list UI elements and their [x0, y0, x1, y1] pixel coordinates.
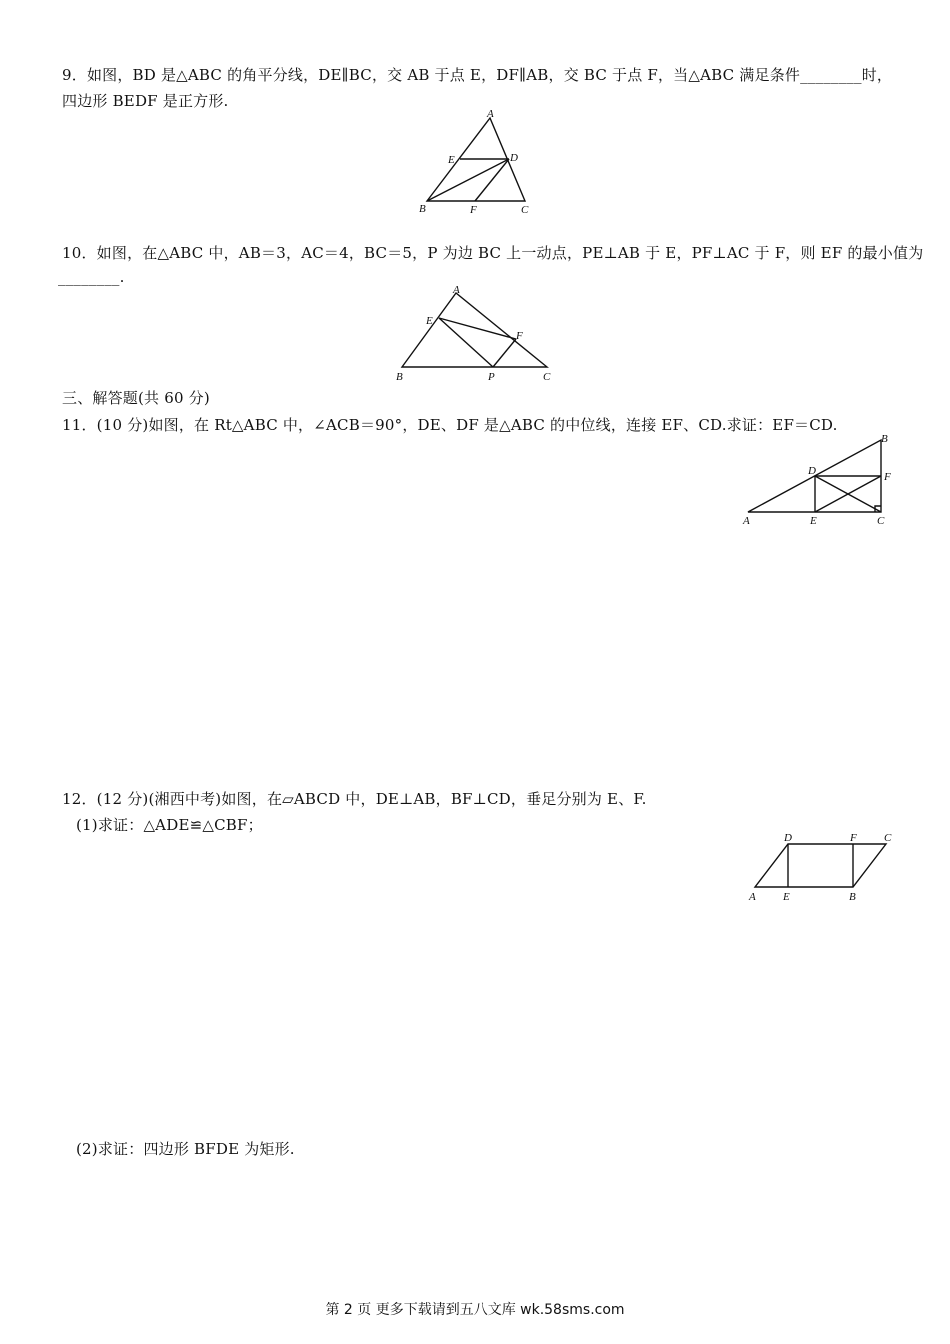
q12-part2: (2)求证：四边形 BFDE 为矩形. [76, 1140, 295, 1158]
label-c: C [543, 371, 551, 383]
label-b: B [849, 891, 856, 903]
label-b: B [396, 371, 403, 383]
q10-line2: ________. [58, 268, 125, 286]
q11-text: 11．(10 分)如图，在 Rt△ABC 中，∠ACB＝90°，DE、DF 是△ABC 的中位线，连接 EF、CD.求证：EF＝CD. [62, 416, 838, 434]
label-c: C [884, 832, 892, 844]
label-a: A [749, 891, 756, 903]
figure-q12 [745, 830, 900, 908]
label-c: C [877, 515, 885, 527]
q10-line1: 10．如图，在△ABC 中，AB＝3，AC＝4，BC＝5，P 为边 BC 上一动点，PE⊥AB 于 E，PF⊥AC 于 F，则 EF 的最小值为 [62, 244, 924, 262]
label-b: B [881, 433, 888, 445]
parallelogram-abcd [755, 844, 886, 887]
triangle-abc [402, 293, 547, 367]
figure-q9 [415, 108, 540, 218]
q12-part1: (1)求证：△ADE≌△CBF； [76, 816, 263, 834]
q9-line2: 四边形 BEDF 是正方形. [62, 92, 229, 110]
label-d: D [808, 465, 816, 477]
label-f: F [516, 330, 523, 342]
segment-pf [493, 339, 516, 367]
label-e: E [783, 891, 790, 903]
label-b: B [419, 203, 426, 215]
label-a: A [487, 108, 494, 120]
segment-bd [427, 159, 509, 201]
figure-q10 [392, 282, 560, 384]
label-d: D [784, 832, 792, 844]
q12-text: 12．(12 分)(湘西中考)如图，在▱ABCD 中，DE⊥AB，BF⊥CD，垂足分别为 E、F. [62, 790, 647, 808]
label-e: E [426, 315, 433, 327]
label-e: E [810, 515, 817, 527]
segment-df [475, 159, 509, 201]
section-title: 三、解答题(共 60 分) [62, 389, 210, 407]
label-e: E [448, 154, 455, 166]
figure-q11 [738, 430, 900, 530]
label-a: A [743, 515, 750, 527]
q9-line1: 9．如图，BD 是△ABC 的角平分线，DE∥BC，交 AB 于点 E，DF∥AB，交 BC 于点 F，当△ABC 满足条件________时， [62, 66, 893, 84]
page-footer: 第 2 页 更多下载请到五八文库 wk.58sms.com [325, 1302, 625, 1318]
label-d: D [510, 152, 518, 164]
label-a: A [453, 284, 460, 296]
label-f: F [470, 204, 477, 216]
label-p: P [488, 371, 495, 383]
label-f: F [884, 471, 891, 483]
label-f: F [850, 832, 857, 844]
label-c: C [521, 204, 529, 216]
